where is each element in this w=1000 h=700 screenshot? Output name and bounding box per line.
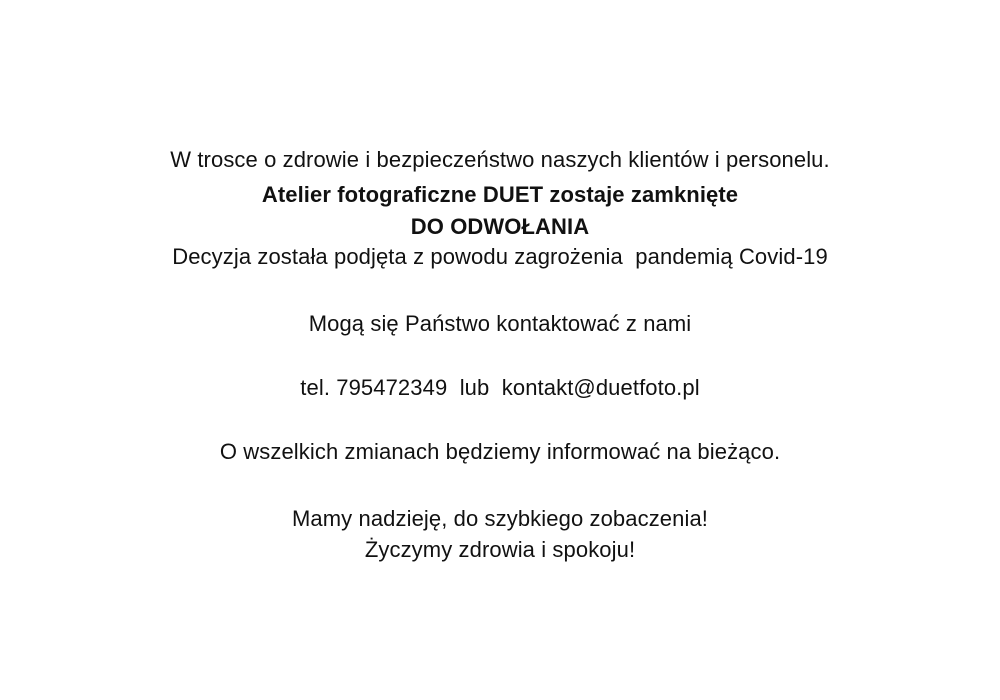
updates-info: O wszelkich zmianach będziemy informować na bieżąco. [219,439,781,464]
closure-reason: Decyzja została podjęta z powodu zagrożenia pandemią Covid-19 [172,244,828,269]
closure-period: DO ODWOŁANIA [410,214,590,239]
closing-wish: Życzymy zdrowia i spokoju! [364,537,636,562]
closure-title: Atelier fotograficzne DUET zostaje zamknięte [261,182,739,207]
notice-intro-line: W trosce o zdrowie i bezpieczeństwo naszych klientów i personelu. [170,147,830,172]
contact-invite: Mogą się Państwo kontaktować z nami [308,311,692,336]
closing-hope: Mamy nadzieję, do szybkiego zobaczenia! [291,506,708,531]
contact-details: tel. 795472349 lub kontakt@duetfoto.pl [300,375,700,400]
